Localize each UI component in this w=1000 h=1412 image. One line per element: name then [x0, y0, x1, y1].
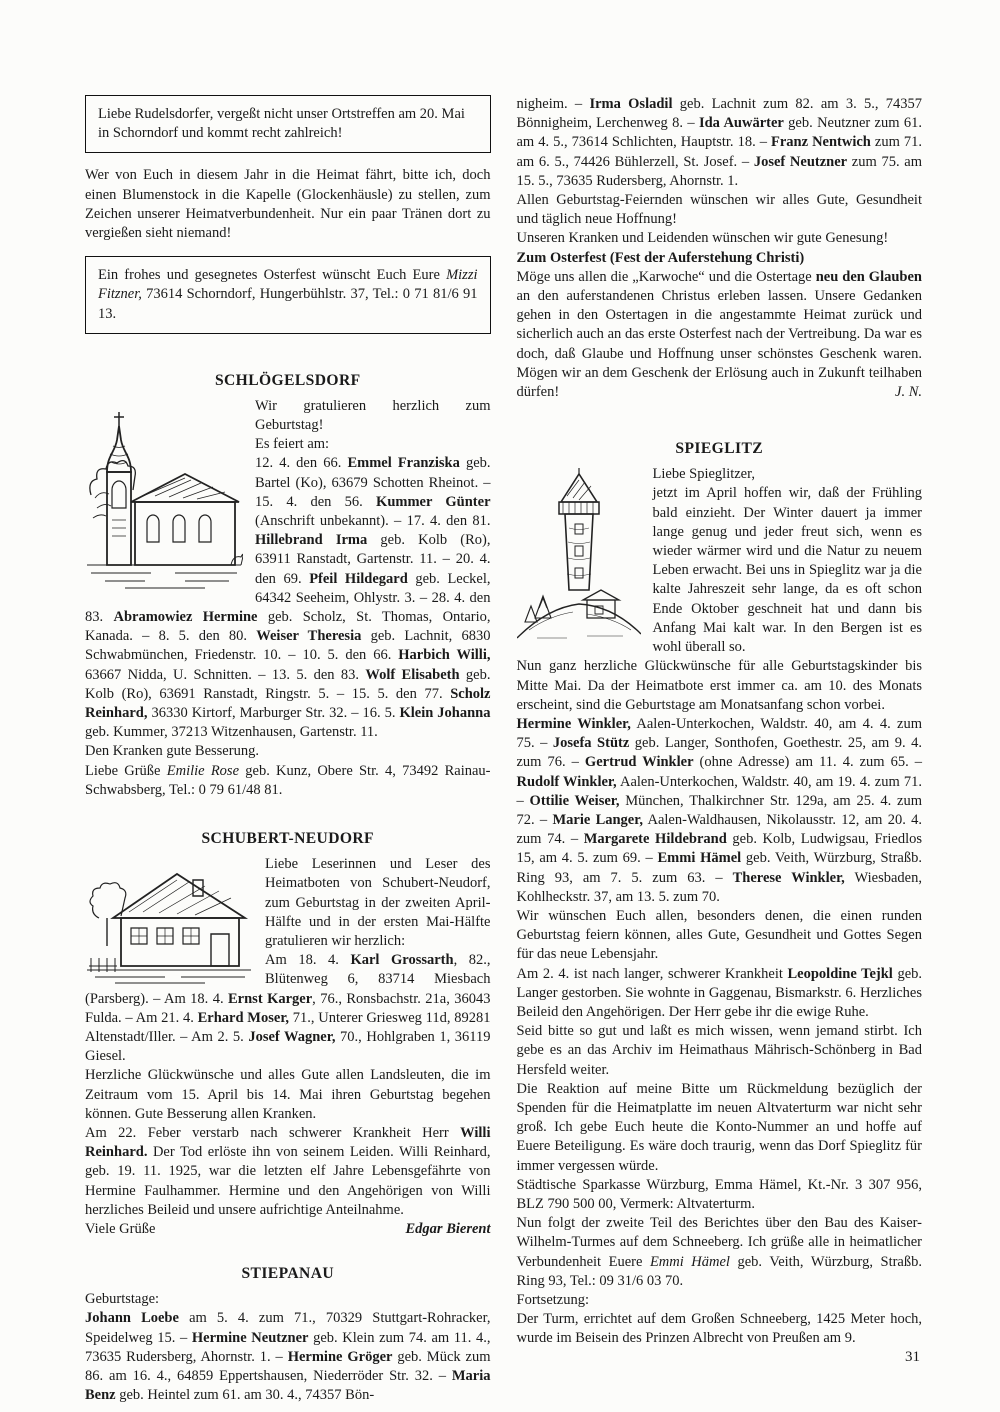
notice-ortstreffen-text: Liebe Rudelsdorfer, vergeßt nicht unser Ortstreffen am 20. Mai in Schorndorf und kommt recht zahlreich!	[98, 106, 465, 142]
schubert-obituary-paragraph: Am 22. Feber verstarb nach schwerer Krankheit Herr Willi Reinhard. Der Tod erlöste ihn von seinem Leiden. Willi Reinhard, geb. 19. 11. 1925, war die letzten elf Jahre Lebensgefährte von Hermine Faulhammer. Hermine und den Angehörigen von Willi herzliches Beileid und unsere aufrichtige Anteilnahme.	[85, 1124, 491, 1218]
section-title-spieglitz: SPIEGLITZ	[675, 440, 764, 458]
schubert-wishes-paragraph: Herzliche Glückwünsche und alles Gute allen Landsleuten, die im Zeitraum vom 15. April bis 14. Mai ihren Geburtstag begehen können. Gute Besserung allen Kranken.	[85, 1067, 491, 1122]
farmhouse-etching-illustration	[85, 858, 253, 986]
spieglitz-body-text: Liebe Spieglitzer, jetzt im April hoffen wir, daß der Frühling bald einzieht. Der Winter dauert ja immer lange genug und jeder freut sich, wenn es wieder wärmer wird und die Natur zu neuem Leben erwacht. Bei uns in Spieglitz war ja die kalte Jahreszeit sehr lange, da es oft schon Ende Oktober geschneit hat und dann bis Anfang Mai kalt war. In den Bergen ist es wohl überall so. Nun ganz herzliche Glückwünsche für alle Geburtstagskinder bis Mitte Mai. Da der Heimatbote erst immer ca. am 10. des Monats erscheint, sind die Geburtstage am Monatsanfang schon vorbei. Hermine Winkler, Aalen-Unterkochen, Waldstr. 40, am 4. 4. zum 75. – Josefa Stütz geb. Langer, Sonthofen, Goethestr. 25, am 9. 4. zum 76. – Gertrud Winkler (ohne Adresse) am 11. 4. zum 65. – Rudolf Winkler, Aalen-Unterkochen, Waldstr. 40, am 19. 4. zum 71. – Ottilie Weiser, München, Thalkirchner Str. 129a, am 25. 4. zum 72. – Marie Langer, Aalen-Waldhausen, Nikolausstr. 12, am 20. 4. zum 74. – Margarete Hildebrand geb. Kolb, Ludwigsau, Friedlos 15, am 4. 5. zum 69. – Emmi Hämel geb. Veith, Würzburg, Straßb. Ring 93, am 7. 5. zum 63. – Therese Winkler, Wiesbaden, Kohlheckstr. 37, am 13. 5. zum 70. Wir wünschen Euch allen, besonders denen, die einen runden Geburtstag feiern können, alles Gute, Gesundheit und Gottes Segen für das neue Lebensjahr. Am 2. 4. ist nach langer, schwerer Krankheit Leopoldine Tejkl geb. Langer gestorben. Sie wohnte in Gaggenau, Bismarkstr. 6. Herzliches Beileid den Angehörigen. Der Herr gebe ihr die ewige Ruhe. Seid bitte so gut und laßt es mich wissen, wenn jemand stirbt. Ich gebe es an das Archiv im Heimathaus Mährisch-Schönberg in Bad Hersfeld weiter. Die Reaktion auf meine Bitte um Rückmeldung bezüglich der Spenden für die Heimatplatte im neuen Altvaterturm war nicht sehr groß. Ich gebe Euch heute die Konto-Nummer an und hoffe auf Euere Beteiligung. Es wäre doch traurig, wenn das Dorf Spieglitz für immer vergessen würde. Städtische Sparkasse Würzburg, Emma Hämel, Kt.-Nr. 3 307 956, BLZ 790 500 00, Vermerk: Altvaterturm. Nun folgt der zweite Teil des Berichtes über den Bau des Kaiser-Wilhelm-Turmes auf dem Schneeberg. Ich grüße alle in heimatlicher Verbundenheit Euere Emmi Hämel geb. Veith, Würzburg, Straßb. Ring 93, Tel.: 09 31/6 03 70. Fortsetzung: Der Turm, errichtet auf dem Großen Schneeberg, 1425 Meter hoch, wurde im Beisein des Prinzen Albrecht von Preußen am 9.	[516, 466, 923, 1347]
signoff-author: Edgar Bierent	[405, 1220, 491, 1237]
two-column-layout	[85, 95, 922, 1405]
stiepanau-birthday-list: Johann Loebe am 5. 4. zum 71., 70329 Stuttgart-Rohracker, Speidelweg 15. – Hermine Neutzner geb. Klein zum 74. am 11. 4., 73635 Rudersberg, Ahornstr. 1. – Hermine Gröger geb. Mück zum 86. am 16. 4., 64859 Eppertshausen, Niederröder Str. 32. – Maria Benz geb. Heintel zum 61. am 30. 4., 74357 Bön-	[85, 1310, 491, 1404]
signoff-initials: J. N.	[895, 384, 922, 401]
easter-signoff-row	[517, 383, 923, 402]
section-spieglitz	[517, 465, 923, 1348]
section-schloegelsdorf	[85, 397, 491, 800]
section-title-schloegelsdorf: SCHLÖGELSDORF	[214, 371, 361, 389]
left-column	[85, 95, 491, 1405]
notice-box-osterfest	[85, 256, 491, 334]
notice-box-ortstreffen	[85, 95, 491, 153]
paragraph-blumenstock: Wer von Euch in diesem Jahr in die Heimat fährt, bitte ich, doch einen Blumenstock in die Kapelle (Glockenhäusle) zu stellen, zum Zeichen unserer Heimatverbundenheit. Nur ein paar Tränen dort zu vergießen sieht niemand!	[85, 167, 491, 242]
notice-osterfest-text: Ein frohes und gesegnetes Osterfest wünscht Euch Eure Mizzi Fitzner, 73614 Schorndorf, Hungerbühlstr. 37, Tel.: 0 71 81/6 91 13.	[98, 267, 478, 322]
page-number: 31	[905, 1349, 920, 1365]
section-title-schubert-neudorf: SCHUBERT-NEUDORF	[201, 830, 374, 848]
right-column	[517, 95, 923, 1405]
section-schubert-neudorf	[85, 855, 491, 1239]
stiepanau-label: Geburtstage:	[85, 1291, 160, 1308]
stiepanau-continuation-and-easter: nigheim. – Irma Osladil geb. Lachnit zum 82. am 3. 5., 74357 Bönnigheim, Lerchenweg 8. – Ida Auwärter geb. Neutzner zum 61. am 4. 5., 73614 Schlichten, Hauptstr. 18. – Franz Nentwich zum 71. am 6. 5., 74426 Bühlerzell, St. Josef. – Josef Neutzner zum 75. am 15. 5., 73635 Rudersberg, Ahornstr. 1. Allen Geburtstag-Feiernden wünschen wir alles Gute, Gesundheit und täglich neue Hoffnung! Unseren Kranken und Leidenden wünschen wir gute Genesung! Zum Osterfest (Fest der Auferstehung Christi) Möge uns allen die „Karwoche“ und die Ostertage neu den Glauben an den auferstandenen Christus erleben lassen. Unsere Gedanken gehen in den Ostertagen in die angestammte Heimat zurück und sicherlich auch an das erste Osterfest nach der Vertreibung. Da war es doch, daß Glaube und Hoffnung unser schönstes Geschenk waren. Mögen wir an dem Geschenk der Erlösung auch in Zukunft teilhaben dürfen!	[516, 96, 923, 401]
tower-etching-illustration	[517, 468, 641, 646]
signoff-greeting: Viele Grüße	[85, 1220, 156, 1237]
church-etching-illustration	[85, 400, 243, 595]
schloegelsdorf-birthday-list: Wir gratulieren herzlich zum Geburtstag! Es feiert am: 12. 4. den 66. Emmel Franziska geb. Bartel (Ko), 63679 Schotten Rheinot. – 15. 4. den 56. Kummer Günter (Anschrift unbekannt). – 17. 4. den 81. Hillebrand Irma geb. Kolb (Ro), 63911 Ranstadt, Gartenstr. 11. – 20. 4. den 69. Pfeil Hildegard geb. Leckel, 64342 Seeheim, Ohlystr. 3. – 28. 4. den 83. Abramowiez Hermine geb. Scholz, St. Thomas, Ontario, Kanada. – 8. 5. den 80. Weiser Theresia geb. Lachnit, 6830 Schwabmünchen, Friedenstr. 10. – 10. 5. den 66. Harbich Willi, 63667 Nidda, U. Schnitten. – 13. 5. den 83. Wolf Elisabeth geb. Kolb (Ro), 63691 Ranstadt, Ringstr. 5. – 15. 5. den 77. Scholz Reinhard, 36330 Kirtorf, Marburger Str. 32. – 16. 5. Klein Johanna geb. Kummer, 37213 Witzenhausen, Gartenstr. 11. Den Kranken gute Besserung. Liebe Grüße Emilie Rose geb. Kunz, Obere Str. 4, 73492 Rainau-Schwabsberg, Tel.: 0 79 61/48 81.	[85, 397, 491, 798]
schubert-signoff-row	[85, 1220, 491, 1239]
schubert-birthday-list: Liebe Leserinnen und Leser des Heimatboten von Schubert-Neudorf, zum Geburtstag in der zweiten April-Hälfte und in der ersten Mai-Hälfte gratulieren wir herzlich: Am 18. 4. Karl Grossarth, 82., Blütenweg 6, 83714 Miesbach (Parsberg). – Am 18. 4. Ernst Karger, 76., Ronsbachstr. 21a, 36043 Fulda. – Am 21. 4. Erhard Moser, 71., Unterer Griesweg 11d, 89281 Altenstadt/Iller. – Am 2. 5. Josef Wagner, 70., Hohlgraben 1, 36119 Giesel.	[85, 856, 491, 1065]
section-title-stiepanau: STIEPANAU	[241, 1265, 335, 1283]
